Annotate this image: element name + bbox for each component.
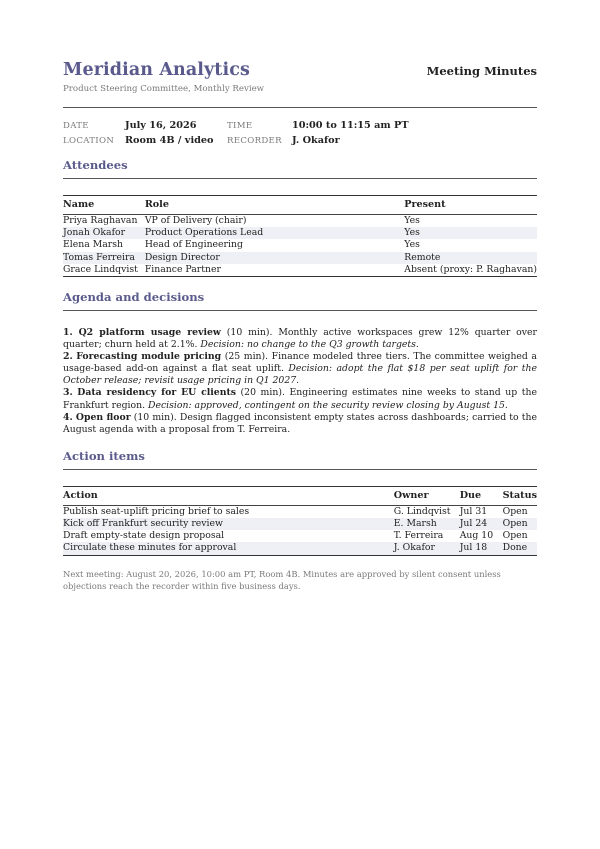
attendee-present: Absent (proxy: P. Raghavan) — [404, 263, 537, 275]
attendee-role: Head of Engineering — [144, 239, 243, 251]
agenda-item-number: 1. — [63, 327, 73, 339]
action-items-heading: Action items — [63, 448, 145, 463]
table-row — [63, 264, 537, 276]
agenda-list — [63, 327, 537, 436]
attendee-present: Yes — [404, 227, 537, 239]
attendee-present: Remote — [404, 252, 537, 264]
action-owner: E. Marsh — [394, 518, 460, 530]
action-due: Jul 31 — [459, 505, 488, 517]
time-label: TIME — [227, 121, 253, 131]
agenda-item-heading: Open floor — [75, 411, 131, 423]
column-header: Present — [404, 196, 537, 215]
location-value: Room 4B / video — [125, 135, 214, 146]
agenda-item-duration: (25 min). — [221, 351, 272, 363]
action-owner: J. Okafor — [394, 542, 460, 554]
organization-name: Meridian Analytics — [63, 60, 250, 80]
agenda-item-duration: (10 min). — [130, 411, 180, 423]
document-type: Meeting Minutes — [426, 64, 537, 78]
agenda-item — [63, 412, 537, 436]
attendee-present: Yes — [404, 239, 420, 251]
table-row — [63, 252, 537, 264]
attendee-name: Grace Lindqvist — [63, 263, 138, 275]
recorder-label: RECORDER — [227, 136, 282, 146]
table-row — [63, 215, 537, 228]
agenda-divider — [63, 310, 537, 311]
date-label: DATE — [63, 121, 89, 131]
column-header: Owner — [394, 487, 460, 506]
agenda-item-decision: Decision: adopt the flat $18 per seat uplift for the October release; revisit usage pricing in Q1 2027. — [63, 363, 537, 387]
agenda-item-text: Engineering estimates nine weeks to stand up the Frankfurt region. — [63, 387, 537, 411]
agenda-item-duration: (10 min). — [220, 327, 279, 339]
column-header: Due — [460, 487, 503, 506]
attendee-role: Product Operations Lead — [145, 227, 404, 239]
next-meeting-note: Next meeting: August 20, 2026, 10:00 am PT, Room 4B. Minutes are approved by silent consent unless objections reach the recorder within five business days. — [63, 568, 501, 592]
attendees-table-wrap — [63, 195, 537, 277]
table-row — [63, 239, 537, 251]
action-items-divider — [63, 469, 537, 470]
action-status: Open — [502, 505, 528, 517]
agenda-item-text: Finance modeled three tiers. The committee weighed a usage-based add-on against a flat seat uplift. — [63, 351, 537, 375]
action-description: Draft empty-state design proposal — [63, 530, 225, 542]
table-row — [63, 530, 537, 542]
location-label: LOCATION — [63, 136, 115, 146]
attendees-header-row — [63, 196, 537, 215]
agenda-item-number: 3. — [63, 387, 73, 399]
action-items-table — [63, 487, 537, 555]
agenda-item-duration: (20 min). — [236, 387, 290, 399]
agenda-item-text: Monthly active workspaces grew 12% quarter over quarter; churn held at 2.1%. — [63, 327, 537, 351]
action-owner: T. Ferreira — [393, 530, 444, 542]
attendee-role: Design Director — [145, 252, 404, 264]
agenda-item-number: 2. — [63, 351, 73, 363]
agenda-heading: Agenda and decisions — [63, 290, 205, 305]
action-items-header-row — [63, 487, 537, 506]
column-header: Status — [503, 487, 537, 506]
column-header: Action — [63, 487, 394, 506]
attendee-name: Jonah Okafor — [63, 227, 145, 239]
agenda-item — [63, 327, 537, 351]
agenda-item-decision: Decision: approved, contingent on the security review closing by August 15. — [148, 399, 508, 411]
attendees-heading: Attendees — [63, 158, 128, 172]
date-value: July 16, 2026 — [125, 120, 197, 131]
document-subtitle: Product Steering Committee, Monthly Review — [63, 84, 265, 94]
table-row — [63, 227, 537, 239]
attendee-name: Tomas Ferreira — [63, 252, 145, 264]
column-header: Name — [63, 196, 145, 215]
attendees-divider — [63, 178, 537, 179]
table-row — [63, 518, 537, 530]
attendee-present: Yes — [404, 215, 420, 226]
action-due: Aug 10 — [459, 530, 494, 542]
agenda-item-number: 4. — [63, 411, 73, 423]
table-row — [63, 505, 537, 518]
action-status: Open — [503, 518, 537, 530]
action-description: Publish seat-uplift pricing brief to sales — [63, 505, 250, 517]
action-due: Jul 24 — [460, 518, 503, 530]
attendee-role: Finance Partner — [144, 263, 221, 275]
header-divider — [63, 107, 537, 108]
agenda-item-text: Design flagged inconsistent empty states across dashboards; carried to the August agenda with a proposal from T. Ferreira. — [63, 411, 537, 435]
attendee-name: Priya Raghavan — [63, 215, 138, 226]
table-row — [63, 542, 537, 554]
meta-row-date-time — [63, 120, 537, 135]
time-value: 10:00 to 11:15 am PT — [292, 120, 409, 131]
attendee-role: VP of Delivery (chair) — [144, 215, 247, 226]
action-description: Kick off Frankfurt security review — [63, 518, 394, 530]
document-header — [63, 0, 537, 107]
action-status: Open — [502, 530, 528, 542]
column-header: Role — [145, 196, 404, 215]
agenda-item-heading: Forecasting module pricing — [76, 351, 222, 363]
attendee-name: Elena Marsh — [63, 239, 124, 251]
action-description: Circulate these minutes for approval — [63, 542, 394, 554]
agenda-item — [63, 387, 537, 411]
agenda-item-decision: Decision: no change to the Q3 growth targets. — [200, 339, 419, 351]
agenda-item-heading: Data residency for EU clients — [77, 387, 237, 399]
meeting-meta — [63, 120, 537, 152]
action-status: Done — [503, 542, 537, 554]
attendees-table — [63, 196, 537, 276]
agenda-item — [63, 351, 537, 387]
agenda-item-heading: Q2 platform usage review — [78, 327, 221, 339]
action-owner: G. Lindqvist — [393, 505, 451, 517]
action-due: Jul 18 — [460, 542, 503, 554]
recorder-value: J. Okafor — [292, 135, 340, 146]
meta-row-location-recorder — [63, 135, 537, 150]
action-items-table-wrap — [63, 486, 537, 556]
